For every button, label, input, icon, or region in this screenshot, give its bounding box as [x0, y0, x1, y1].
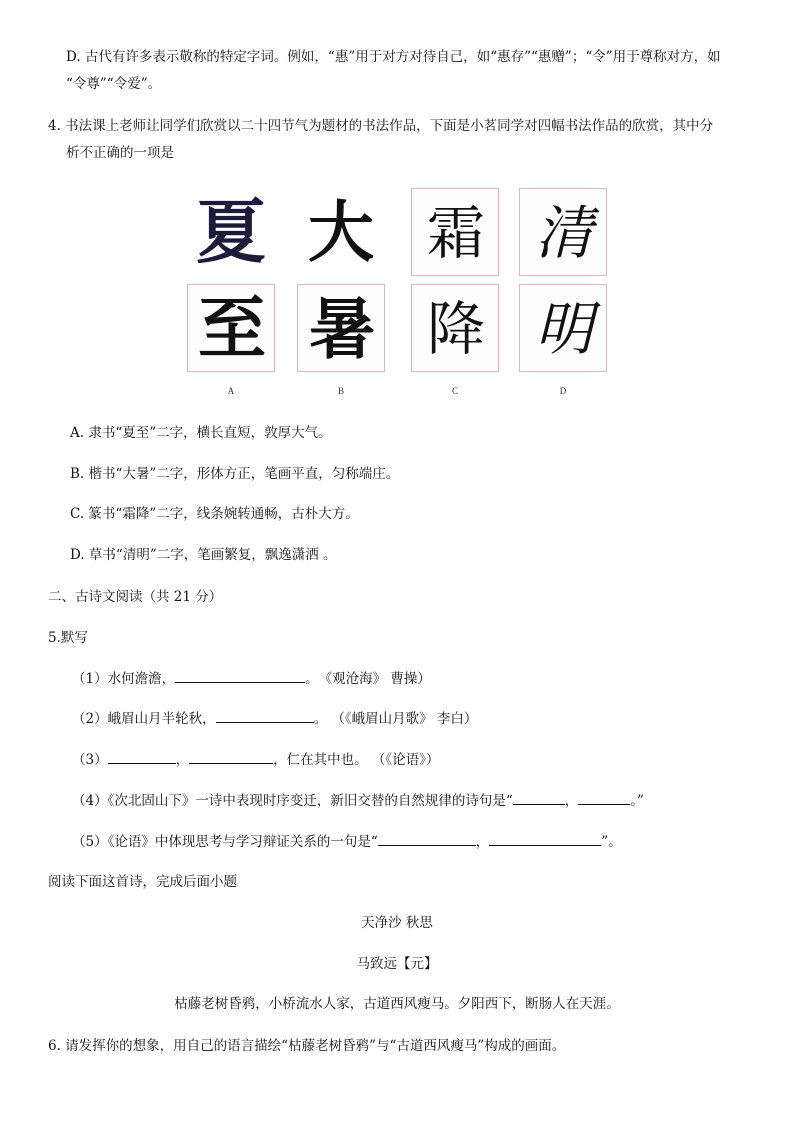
calligraphy-d-top: 清 — [519, 188, 607, 276]
calligraphy-a-bottom: 至 — [187, 284, 275, 372]
q5-item-5-blank-2[interactable] — [489, 832, 601, 846]
q4-stem-line1: 4. 书法课上老师让同学们欣赏以二十四节气为题材的书法作品，下面是小茗同学对四幅书法作品的欣赏，其中分 — [48, 118, 714, 134]
calligraphy-caption-a: A — [227, 386, 235, 396]
q5-item-3-blank-1[interactable] — [108, 750, 176, 764]
q5-item-4-blank-2[interactable] — [578, 791, 630, 805]
q5-title: 5.默写 — [48, 630, 88, 646]
q4-stem-line2: 析不正确的一项是 — [66, 145, 174, 161]
calligraphy-b-top: 大 — [308, 193, 374, 271]
q4-option-d: D. 草书“清明”二字，笔画繁复，飘逸潇洒 。 — [70, 547, 337, 563]
calligraphy-caption-d: D — [559, 386, 567, 396]
calligraphy-caption-b: B — [337, 386, 344, 396]
calligraphy-image — [185, 188, 605, 400]
q5-item-5: （5）《论语》中体现思考与学习辩证关系的一句是“ ， ”。 — [72, 834, 622, 850]
q5-item-4-blank-1[interactable] — [513, 791, 565, 805]
calligraphy-c-top: 霜 — [411, 188, 499, 276]
q5-item-1: （1）水何澹澹， 。 《观沧海》 曹操） — [72, 671, 431, 687]
calligraphy-d-bottom: 明 — [519, 284, 607, 372]
poem-author: 马致远【元】 — [356, 956, 438, 972]
calligraphy-b-bottom: 暑 — [297, 284, 385, 372]
q4-option-a: A. 隶书“夏至”二字，横长直短，敦厚大气。 — [70, 425, 332, 441]
poem-title: 天净沙 秋思 — [361, 915, 433, 931]
calligraphy-a-top: 夏 — [196, 190, 266, 273]
calligraphy-c-bottom: 降 — [411, 284, 499, 372]
q3-option-d-line1: D. 古代有许多表示敬称的特定字词。例如，“惠”用于对方对待自己，如“惠存”“惠赠”；“令”用于尊称对方，如 — [66, 49, 721, 65]
poem-intro: 阅读下面这首诗，完成后面小题 — [48, 874, 237, 890]
q5-item-3: （3） ， ，仁在其中也。 （《论语》） — [72, 752, 440, 768]
q5-item-3-blank-2[interactable] — [189, 750, 273, 764]
q5-item-5-blank-1[interactable] — [378, 832, 476, 846]
q5-item-2-blank[interactable] — [216, 709, 314, 723]
calligraphy-caption-c: C — [451, 386, 458, 396]
q4-option-c: C. 篆书“霜降”二字，线条婉转通畅，古朴大方。 — [70, 506, 359, 522]
section2-title: 二、古诗文阅读（共 21 分） — [48, 589, 223, 605]
q4-option-b: B. 楷书“大暑”二字，形体方正，笔画平直，匀称端庄。 — [70, 466, 400, 482]
q6-stem: 6. 请发挥你的想象，用自己的语言描绘“枯藤老树昏鸦”与“古道西风瘦马”构成的画面。 — [48, 1038, 566, 1054]
poem-text: 枯藤老树昏鸦，小桥流水人家，古道西风瘦马。夕阳西下，断肠人在天涯。 — [174, 996, 620, 1012]
q5-item-4: （4）《次北固山下》一诗中表现时序变迁，新旧交替的自然规律的诗句是“ ， 。” — [72, 793, 644, 809]
q3-option-d-line2: “令尊”“令爱”。 — [66, 76, 162, 92]
q5-item-2: （2）峨眉山月半轮秋， 。 （《峨眉山月歌》 李白） — [72, 711, 478, 727]
q5-item-1-blank[interactable] — [175, 669, 305, 683]
